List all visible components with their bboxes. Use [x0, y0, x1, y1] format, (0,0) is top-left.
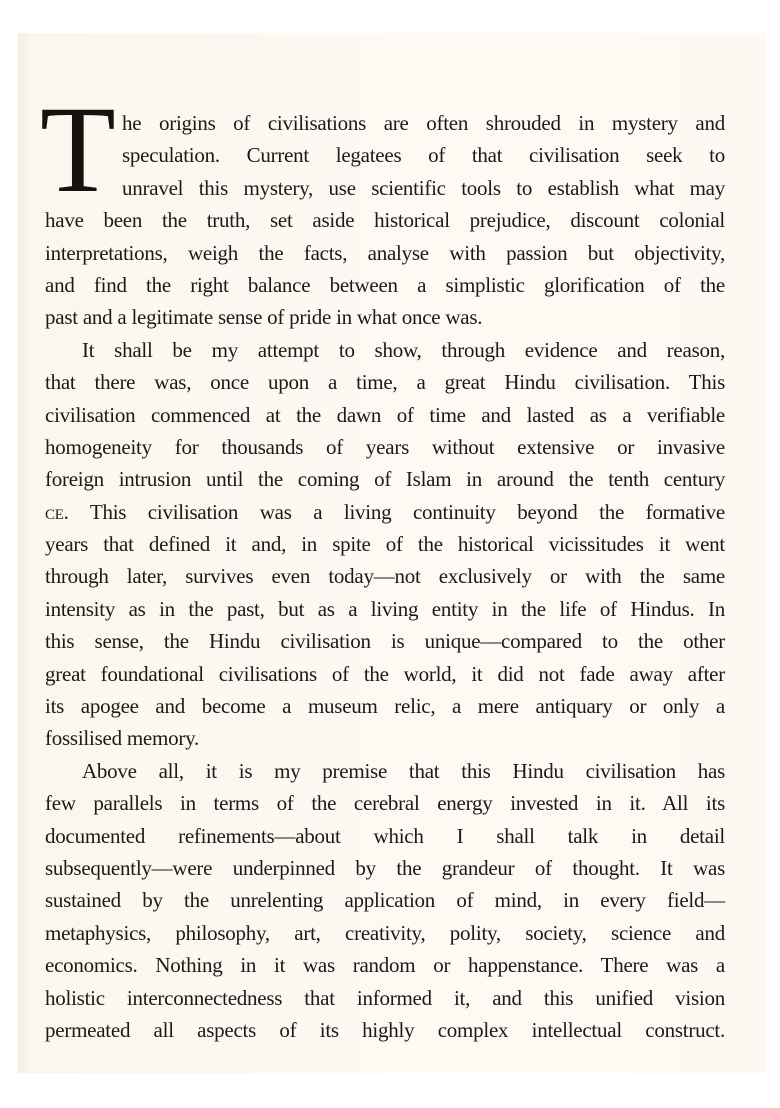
text-line — [45, 625, 725, 657]
line-text: unravel this mystery, use scientific tools to establish what may — [122, 175, 725, 200]
line-text: great foundational civilisations of the world, it did not fade away after — [45, 661, 725, 686]
body-text — [45, 107, 725, 1046]
text-line — [45, 237, 725, 269]
text-line — [45, 269, 725, 301]
line-text: he origins of civilisations are often shrouded in mystery and — [122, 111, 725, 135]
text-line — [45, 917, 725, 949]
text-line — [45, 399, 725, 431]
text-line — [45, 722, 725, 754]
line-text: fossilised memory. — [45, 726, 199, 751]
paragraph — [45, 334, 725, 755]
paragraph — [45, 755, 725, 1047]
text-line — [45, 301, 725, 333]
line-text: years that defined it and, in spite of the historical vicissitudes it went — [45, 532, 725, 557]
line-text: through later, survives even today—not exclusively or with the same — [45, 564, 725, 589]
line-text: that there was, once upon a time, a great Hindu civilisation. This — [45, 370, 725, 395]
line-text: and find the right balance between a simplistic glorification of the — [45, 272, 725, 297]
line-text: past and a legitimate sense of pride in what once was. — [45, 305, 483, 330]
line-text: this sense, the Hindu civilisation is unique—compared to the other — [45, 629, 725, 654]
text-line — [45, 1014, 725, 1046]
small-caps-abbreviation: ce — [45, 499, 64, 524]
line-text: Above all, it is my premise that this Hindu civilisation has — [82, 758, 725, 783]
text-line — [45, 334, 725, 366]
text-line — [45, 107, 725, 139]
text-line — [45, 463, 725, 495]
line-text: subsequently—were underpinned by the grandeur of thought. It was — [45, 855, 725, 880]
line-text: foreign intrusion until the coming of Islam in around the tenth century — [45, 467, 725, 492]
line-text: have been the truth, set aside historical prejudice, discount colonial — [45, 208, 725, 233]
line-text: documented refinements—about which I shall talk in detail — [45, 823, 725, 848]
text-line — [45, 172, 725, 204]
text-line — [45, 560, 725, 592]
line-text: permeated all aspects of its highly complex intellectual construct. — [45, 1017, 725, 1042]
line-text: civilisation commenced at the dawn of time and lasted as a verifiable — [45, 402, 725, 427]
line-text: economics. Nothing in it was random or happenstance. There was a — [45, 953, 725, 978]
text-line — [45, 593, 725, 625]
text-line — [45, 528, 725, 560]
line-text: holistic interconnectedness that informed it, and this unified vision — [45, 985, 725, 1010]
text-line — [45, 755, 725, 787]
line-text: few parallels in terms of the cerebral energy invested in it. All its — [45, 791, 725, 816]
text-line — [45, 982, 725, 1014]
line-text: . This civilisation was a living continuity beyond the formative — [63, 499, 725, 524]
line-text: It shall be my attempt to show, through evidence and reason, — [82, 337, 725, 362]
line-text: its apogee and become a museum relic, a mere antiquary or only a — [45, 694, 725, 719]
paragraph — [45, 107, 725, 334]
line-text: homogeneity for thousands of years without extensive or invasive — [45, 434, 725, 459]
text-line — [45, 949, 725, 981]
text-line — [45, 884, 725, 916]
line-text: intensity as in the past, but as a living entity in the life of Hindus. In — [45, 596, 725, 621]
line-text: metaphysics, philosophy, art, creativity, polity, society, science and — [45, 920, 725, 945]
text-line — [45, 431, 725, 463]
text-line — [45, 366, 725, 398]
text-line — [45, 690, 725, 722]
text-line — [45, 852, 725, 884]
drop-cap: T — [40, 81, 116, 218]
text-line — [45, 139, 725, 171]
line-text: sustained by the unrelenting application of mind, in every field— — [45, 888, 725, 913]
line-text: speculation. Current legatees of that civilisation seek to — [122, 143, 725, 168]
text-line — [45, 496, 725, 528]
text-line — [45, 820, 725, 852]
text-line — [45, 787, 725, 819]
text-line — [45, 204, 725, 236]
text-line — [45, 658, 725, 690]
line-text: interpretations, weigh the facts, analyse with passion but objectivity, — [45, 240, 725, 265]
